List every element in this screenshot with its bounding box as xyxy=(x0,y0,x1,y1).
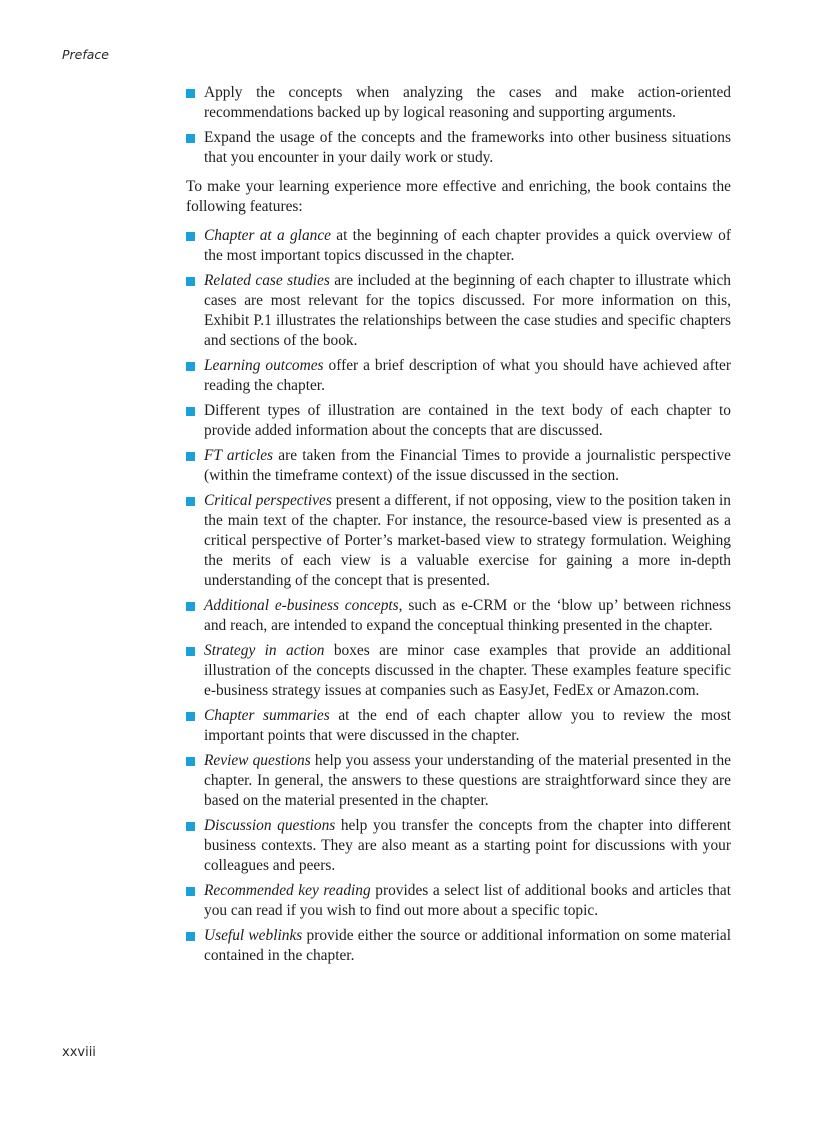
item-description: provides a select list of additional books and articles that you can read if you wish to find out more about a specific topic. xyxy=(204,882,731,919)
list-item-text xyxy=(204,817,731,874)
list-item xyxy=(186,706,731,746)
feature-term: Recommended key reading xyxy=(204,882,371,899)
list-item-text xyxy=(204,927,731,964)
square-bullet-icon xyxy=(186,887,195,896)
square-bullet-icon xyxy=(186,232,195,241)
feature-term: Strategy in action xyxy=(204,642,325,659)
square-bullet-icon xyxy=(186,932,195,941)
list-item xyxy=(186,446,731,486)
list-item-text xyxy=(204,642,731,699)
list-item xyxy=(186,641,731,701)
item-description: help you assess your understanding of the material presented in the chapter. In general, the answers to these questions are straightforward since they are based on the material presented in the chapter. xyxy=(204,752,731,809)
item-description: at the end of each chapter allow you to review the most important points that were discussed in the chapter. xyxy=(204,707,731,744)
objectives-list xyxy=(186,83,731,168)
page-number: xxviii xyxy=(62,1045,96,1060)
list-item xyxy=(186,226,731,266)
list-item-text xyxy=(204,492,731,589)
item-description: boxes are minor case examples that provide an additional illustration of the concepts discussed in the chapter. These examples feature specific e-business strategy issues at companies such as EasyJet, FedEx or Amazon.com. xyxy=(204,642,731,699)
feature-term: Critical perspectives xyxy=(204,492,332,509)
square-bullet-icon xyxy=(186,277,195,286)
item-description: Expand the usage of the concepts and the frameworks into other business situations that you encounter in your daily work or study. xyxy=(204,129,731,166)
square-bullet-icon xyxy=(186,89,195,98)
item-description: at the beginning of each chapter provides a quick overview of the most important topics discussed in the chapter. xyxy=(204,227,731,264)
features-list xyxy=(186,226,731,966)
list-item-text xyxy=(204,597,731,634)
feature-term: Learning outcomes xyxy=(204,357,324,374)
list-item xyxy=(186,356,731,396)
list-item-text xyxy=(204,272,731,349)
feature-term: FT articles xyxy=(204,447,274,464)
list-item-text xyxy=(204,402,731,439)
square-bullet-icon xyxy=(186,647,195,656)
square-bullet-icon xyxy=(186,757,195,766)
running-head: Preface xyxy=(62,47,109,62)
list-item xyxy=(186,83,731,123)
list-item xyxy=(186,816,731,876)
square-bullet-icon xyxy=(186,407,195,416)
item-description: , such as e-CRM or the ‘blow up’ between richness and reach, are intended to expand the conceptual thinking presented in the chapter. xyxy=(204,597,731,634)
feature-term: Additional e-business concepts xyxy=(204,597,399,614)
list-item xyxy=(186,491,731,591)
item-description: present a different, if not opposing, view to the position taken in the main text of the chapter. For instance, the resource-based view is presented as a critical perspective of Porter’s market-based view to strategy formulation. Weighing the merits of each view is a valuable exercise for gaining a more in-depth understanding of the concept that is presented. xyxy=(204,492,731,589)
item-description: are taken from the Financial Times to provide a journalistic perspective (within the timeframe context) of the issue discussed in the section. xyxy=(204,447,732,484)
list-item-text xyxy=(204,129,731,166)
intro-paragraph: To make your learning experience more effective and enriching, the book contains the following features: xyxy=(186,178,731,215)
list-item-text xyxy=(204,84,731,121)
list-item-text xyxy=(204,752,731,809)
list-item-text xyxy=(204,707,731,744)
list-item-text xyxy=(204,357,731,394)
list-item xyxy=(186,881,731,921)
list-item xyxy=(186,596,731,636)
list-item xyxy=(186,128,731,168)
square-bullet-icon xyxy=(186,602,195,611)
feature-term: Chapter at a glance xyxy=(204,227,331,244)
item-description: provide either the source or additional information on some material contained in the chapter. xyxy=(204,927,731,964)
square-bullet-icon xyxy=(186,712,195,721)
page-content xyxy=(186,83,731,971)
item-description: Apply the concepts when analyzing the cases and make action-oriented recommendations backed up by logical reasoning and supporting arguments. xyxy=(204,84,731,121)
square-bullet-icon xyxy=(186,497,195,506)
list-item xyxy=(186,401,731,441)
square-bullet-icon xyxy=(186,134,195,143)
list-item-text xyxy=(204,447,731,484)
square-bullet-icon xyxy=(186,362,195,371)
list-item-text xyxy=(204,882,731,919)
item-description: Different types of illustration are contained in the text body of each chapter to provide added information about the concepts that are discussed. xyxy=(204,402,731,439)
item-description: offer a brief description of what you should have achieved after reading the chapter. xyxy=(204,357,731,394)
feature-term: Useful weblinks xyxy=(204,927,303,944)
feature-term: Discussion questions xyxy=(204,817,336,834)
feature-term: Chapter summaries xyxy=(204,707,330,724)
feature-term: Review questions xyxy=(204,752,311,769)
list-item xyxy=(186,926,731,966)
item-description: are included at the beginning of each chapter to illustrate which cases are most relevant for the topics discussed. For more information on this, Exhibit P.1 illustrates the relationships between the case studies and specific chapters and sections of the book. xyxy=(204,272,731,349)
square-bullet-icon xyxy=(186,452,195,461)
square-bullet-icon xyxy=(186,822,195,831)
item-description: help you transfer the concepts from the chapter into different business contexts. They are also meant as a starting point for discussions with your colleagues and peers. xyxy=(204,817,731,874)
list-item xyxy=(186,271,731,351)
feature-term: Related case studies xyxy=(204,272,330,289)
list-item-text xyxy=(204,227,731,264)
list-item xyxy=(186,751,731,811)
